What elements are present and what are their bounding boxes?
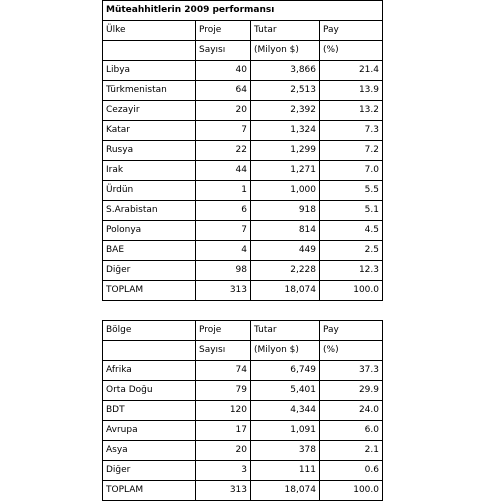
country-cell[interactable]: 18,074	[251, 281, 320, 301]
country-cell[interactable]: 5.1	[320, 201, 383, 221]
country-cell[interactable]: 1,000	[251, 181, 320, 201]
region-cell[interactable]: 24.0	[320, 401, 383, 421]
region-row-label[interactable]: Asya	[103, 441, 196, 461]
region-header-row-1	[103, 321, 383, 341]
region-row-label[interactable]: TOPLAM	[103, 481, 196, 501]
region-subheader-2[interactable]: (Milyon $)	[251, 341, 320, 361]
country-cell[interactable]: 40	[196, 61, 251, 81]
region-row-label[interactable]: Diğer	[103, 461, 196, 481]
country-row	[103, 261, 383, 281]
country-cell[interactable]: 98	[196, 261, 251, 281]
country-cell[interactable]: 6	[196, 201, 251, 221]
region-header-1[interactable]: Proje	[196, 321, 251, 341]
country-row	[103, 221, 383, 241]
country-cell[interactable]: 1,324	[251, 121, 320, 141]
empty-cell[interactable]	[251, 301, 320, 321]
country-cell[interactable]: 5.5	[320, 181, 383, 201]
country-cell[interactable]: 64	[196, 81, 251, 101]
region-cell[interactable]: 0.6	[320, 461, 383, 481]
region-row-label[interactable]: BDT	[103, 401, 196, 421]
country-header-row-1	[103, 21, 383, 41]
region-cell[interactable]: 100.0	[320, 481, 383, 501]
country-cell[interactable]: 313	[196, 281, 251, 301]
country-row-label[interactable]: Türkmenistan	[103, 81, 196, 101]
country-row-label[interactable]: Libya	[103, 61, 196, 81]
country-cell[interactable]: 2.5	[320, 241, 383, 261]
region-cell[interactable]: 3	[196, 461, 251, 481]
region-row	[103, 481, 383, 501]
region-cell[interactable]: 111	[251, 461, 320, 481]
country-cell[interactable]: 1	[196, 181, 251, 201]
country-cell[interactable]: 1,299	[251, 141, 320, 161]
region-header-0[interactable]: Bölge	[103, 321, 196, 341]
country-cell[interactable]: 13.9	[320, 81, 383, 101]
country-row-label[interactable]: Rusya	[103, 141, 196, 161]
region-row	[103, 441, 383, 461]
country-row-label[interactable]: S.Arabistan	[103, 201, 196, 221]
region-cell[interactable]: 313	[196, 481, 251, 501]
country-row	[103, 81, 383, 101]
country-subheader-1[interactable]: Sayısı	[196, 41, 251, 61]
performance-table	[102, 0, 383, 501]
country-cell[interactable]: 449	[251, 241, 320, 261]
country-subheader-3[interactable]: (%)	[320, 41, 383, 61]
country-cell[interactable]: 7	[196, 121, 251, 141]
country-row	[103, 281, 383, 301]
region-cell[interactable]: 2.1	[320, 441, 383, 461]
region-cell[interactable]: 4,344	[251, 401, 320, 421]
region-subheader-3[interactable]: (%)	[320, 341, 383, 361]
country-cell[interactable]: 20	[196, 101, 251, 121]
region-row	[103, 421, 383, 441]
country-cell[interactable]: 12.3	[320, 261, 383, 281]
region-cell[interactable]: 18,074	[251, 481, 320, 501]
country-row-label[interactable]: Diğer	[103, 261, 196, 281]
region-header-row-2	[103, 341, 383, 361]
region-cell[interactable]: 378	[251, 441, 320, 461]
country-cell[interactable]: 2,228	[251, 261, 320, 281]
region-cell[interactable]: 6,749	[251, 361, 320, 381]
country-row	[103, 161, 383, 181]
country-cell[interactable]: 2,513	[251, 81, 320, 101]
country-row	[103, 101, 383, 121]
country-cell[interactable]: 7	[196, 221, 251, 241]
country-row-label[interactable]: Polonya	[103, 221, 196, 241]
country-cell[interactable]: 2,392	[251, 101, 320, 121]
country-cell[interactable]: 100.0	[320, 281, 383, 301]
region-cell[interactable]: 17	[196, 421, 251, 441]
region-row	[103, 381, 383, 401]
region-cell[interactable]: 74	[196, 361, 251, 381]
region-row	[103, 401, 383, 421]
country-row-label[interactable]: Cezayir	[103, 101, 196, 121]
country-header-row-2	[103, 41, 383, 61]
country-cell[interactable]: 814	[251, 221, 320, 241]
country-cell[interactable]: 13.2	[320, 101, 383, 121]
country-row	[103, 141, 383, 161]
region-row-label[interactable]: Afrika	[103, 361, 196, 381]
region-subheader-1[interactable]: Sayısı	[196, 341, 251, 361]
country-cell[interactable]: 7.3	[320, 121, 383, 141]
separator-row	[103, 301, 383, 321]
region-row-label[interactable]: Avrupa	[103, 421, 196, 441]
region-cell[interactable]: 5,401	[251, 381, 320, 401]
country-cell[interactable]: 44	[196, 161, 251, 181]
region-cell[interactable]: 29.9	[320, 381, 383, 401]
country-cell[interactable]: 3,866	[251, 61, 320, 81]
country-cell[interactable]: 7.0	[320, 161, 383, 181]
spreadsheet	[102, 0, 383, 501]
empty-cell[interactable]	[196, 301, 251, 321]
region-subheader-0[interactable]	[103, 341, 196, 361]
country-row-label[interactable]: BAE	[103, 241, 196, 261]
country-cell[interactable]: 4	[196, 241, 251, 261]
region-row-label[interactable]: Orta Doğu	[103, 381, 196, 401]
country-cell[interactable]: 21.4	[320, 61, 383, 81]
country-header-0[interactable]: Ülke	[103, 21, 196, 41]
country-row	[103, 241, 383, 261]
empty-cell[interactable]	[320, 301, 383, 321]
country-header-3[interactable]: Pay	[320, 21, 383, 41]
empty-cell[interactable]	[103, 301, 196, 321]
region-cell[interactable]: 20	[196, 441, 251, 461]
region-header-2[interactable]: Tutar	[251, 321, 320, 341]
region-row	[103, 461, 383, 481]
region-cell[interactable]: 120	[196, 401, 251, 421]
country-row	[103, 121, 383, 141]
country-row-label[interactable]: Ürdün	[103, 181, 196, 201]
region-header-3[interactable]: Pay	[320, 321, 383, 341]
region-row	[103, 361, 383, 381]
region-cell[interactable]: 37.3	[320, 361, 383, 381]
region-cell[interactable]: 79	[196, 381, 251, 401]
country-cell[interactable]: 918	[251, 201, 320, 221]
country-cell[interactable]: 7.2	[320, 141, 383, 161]
title-row	[103, 1, 383, 21]
country-header-2[interactable]: Tutar	[251, 21, 320, 41]
country-subheader-2[interactable]: (Milyon $)	[251, 41, 320, 61]
country-cell[interactable]: 4.5	[320, 221, 383, 241]
region-cell[interactable]: 6.0	[320, 421, 383, 441]
table-title[interactable]: Müteahhitlerin 2009 performansı	[103, 1, 383, 21]
country-cell[interactable]: 1,271	[251, 161, 320, 181]
country-cell[interactable]: 22	[196, 141, 251, 161]
country-subheader-0[interactable]	[103, 41, 196, 61]
country-row-label[interactable]: TOPLAM	[103, 281, 196, 301]
country-row-label[interactable]: Irak	[103, 161, 196, 181]
region-cell[interactable]: 1,091	[251, 421, 320, 441]
country-row	[103, 61, 383, 81]
country-row	[103, 181, 383, 201]
country-row-label[interactable]: Katar	[103, 121, 196, 141]
country-header-1[interactable]: Proje	[196, 21, 251, 41]
country-row	[103, 201, 383, 221]
